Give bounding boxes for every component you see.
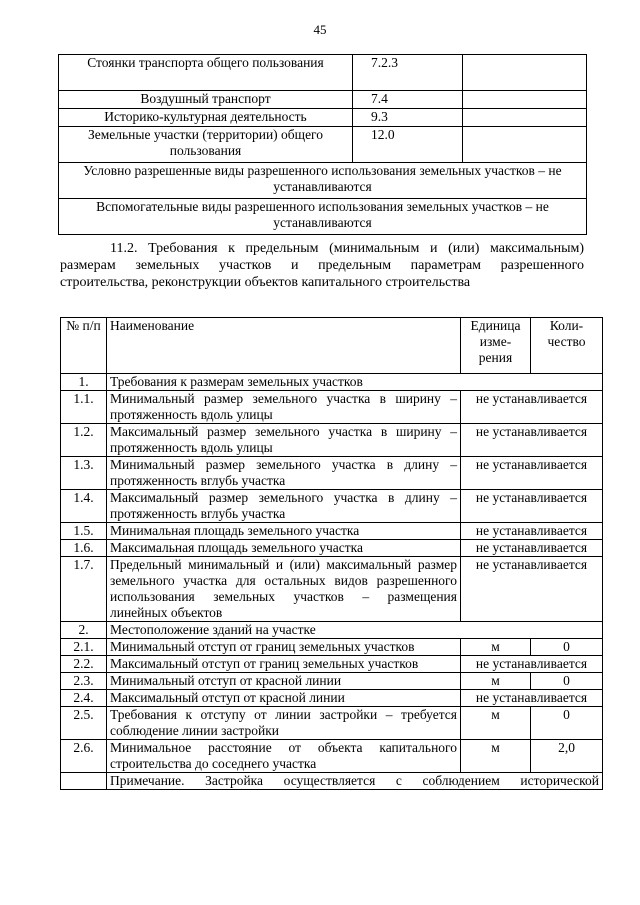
row-number: 1.7. [61,557,107,622]
requirement-name: Максимальный отступ от границ земельных участков [107,656,461,673]
requirement-name: Максимальная площадь земельного участка [107,540,461,557]
table-row [61,773,603,790]
page-number: 45 [313,22,327,37]
header-name: Наименование [107,318,461,374]
requirement-value: не устанавливается [461,540,603,557]
table-row [61,457,603,490]
table-row [59,55,587,91]
row-number: 2.5. [61,707,107,740]
requirement-value: не устанавливается [461,457,603,490]
table-row [59,199,587,235]
requirement-value: не устанавливается [461,424,603,457]
section-heading-line: размерам земельных участков и предельным параметрам разрешенного [60,258,584,273]
row-number: 2. [61,622,107,639]
table-row [59,109,587,127]
table-row [61,707,603,740]
row-number: 1.5. [61,523,107,540]
table-row [61,656,603,673]
row-number: 2.6. [61,740,107,773]
requirement-unit: м [461,673,531,690]
table-row [61,740,603,773]
requirement-value: не устанавливается [461,490,603,523]
table-row [61,490,603,523]
requirement-name: Минимальный размер земельного участка в ширину – протяженность вдоль улицы [107,391,461,424]
requirement-quantity: 2,0 [531,740,603,773]
table-row [61,540,603,557]
row-number: 1.2. [61,424,107,457]
requirement-value: не устанавливается [461,391,603,424]
row-number: 1. [61,374,107,391]
requirement-name: Требования к отступу от линии застройки – требуется соблюдение линии застройки [107,707,461,740]
requirement-unit: м [461,639,531,656]
table-row [61,374,603,391]
use-type-extra [463,55,587,91]
table-row [61,639,603,656]
requirement-quantity: 0 [531,707,603,740]
table-row [59,163,587,199]
header-qty: Коли-чество [531,318,603,374]
note-text: Примечание. Застройка осуществляется с соблюдением исторической [107,773,603,790]
row-number: 1.1. [61,391,107,424]
row-number: 2.2. [61,656,107,673]
requirements-table [60,317,603,790]
requirement-name: Минимальная площадь земельного участка [107,523,461,540]
table-row [61,622,603,639]
requirement-name: Максимальный отступ от красной линии [107,690,461,707]
row-number: 1.3. [61,457,107,490]
conditional-use-note: Условно разрешенные виды разрешенного использования земельных участков – не устанавливаются [59,163,587,199]
requirement-name: Предельный минимальный и (или) максимальный размер земельного участка для остальных видов разрешенного использования земельных участков – размещения линейных объектов [107,557,461,622]
requirement-unit: м [461,740,531,773]
requirement-quantity: 0 [531,639,603,656]
row-number: 1.4. [61,490,107,523]
table-row [59,91,587,109]
header-num: № п/п [61,318,107,374]
section-title: Местоположение зданий на участке [107,622,603,639]
table-row [61,424,603,457]
header-unit: Единица изме-рения [461,318,531,374]
row-number: 2.3. [61,673,107,690]
row-number: 2.4. [61,690,107,707]
section-title: Требования к размерам земельных участков [107,374,603,391]
requirement-value: не устанавливается [461,523,603,540]
requirement-name: Максимальный размер земельного участка в ширину – протяженность вдоль улицы [107,424,461,457]
requirement-name: Минимальный размер земельного участка в длину – протяженность вглубь участка [107,457,461,490]
requirement-value: не устанавливается [461,656,603,673]
requirement-name: Минимальный отступ от границ земельных участков [107,639,461,656]
row-number [61,773,107,790]
table-row [61,673,603,690]
table-header-row [61,318,603,374]
requirement-unit: м [461,707,531,740]
requirement-value: не устанавливается [461,690,603,707]
use-type-name: Стоянки транспорта общего пользования [59,55,353,91]
use-type-extra [463,91,587,109]
section-heading-line: 11.2. Требования к предельным (минимальным и (или) максимальным) [110,241,584,256]
table-row [61,557,603,622]
requirement-name: Максимальный размер земельного участка в длину – протяженность вглубь участка [107,490,461,523]
table-row [61,391,603,424]
use-type-code: 9.3 [353,109,463,127]
use-type-name: Воздушный транспорт [59,91,353,109]
use-type-code: 7.2.3 [353,55,463,91]
use-type-extra [463,109,587,127]
table-row [61,690,603,707]
row-number: 2.1. [61,639,107,656]
section-heading-line: строительства, реконструкции объектов капитального строительства [60,275,471,290]
section-heading [60,240,584,291]
use-type-name: Земельные участки (территории) общего пользования [59,127,353,163]
use-type-code: 12.0 [353,127,463,163]
row-number: 1.6. [61,540,107,557]
requirement-name: Минимальный отступ от красной линии [107,673,461,690]
requirement-name: Минимальное расстояние от объекта капитального строительства до соседнего участка [107,740,461,773]
use-type-extra [463,127,587,163]
use-type-code: 7.4 [353,91,463,109]
requirement-value: не устанавливается [461,557,603,622]
table-row [59,127,587,163]
auxiliary-use-note: Вспомогательные виды разрешенного использования земельных участков – не устанавливаются [59,199,587,235]
table-row [61,523,603,540]
requirement-quantity: 0 [531,673,603,690]
land-use-types-table [58,54,587,235]
use-type-name: Историко-культурная деятельность [59,109,353,127]
